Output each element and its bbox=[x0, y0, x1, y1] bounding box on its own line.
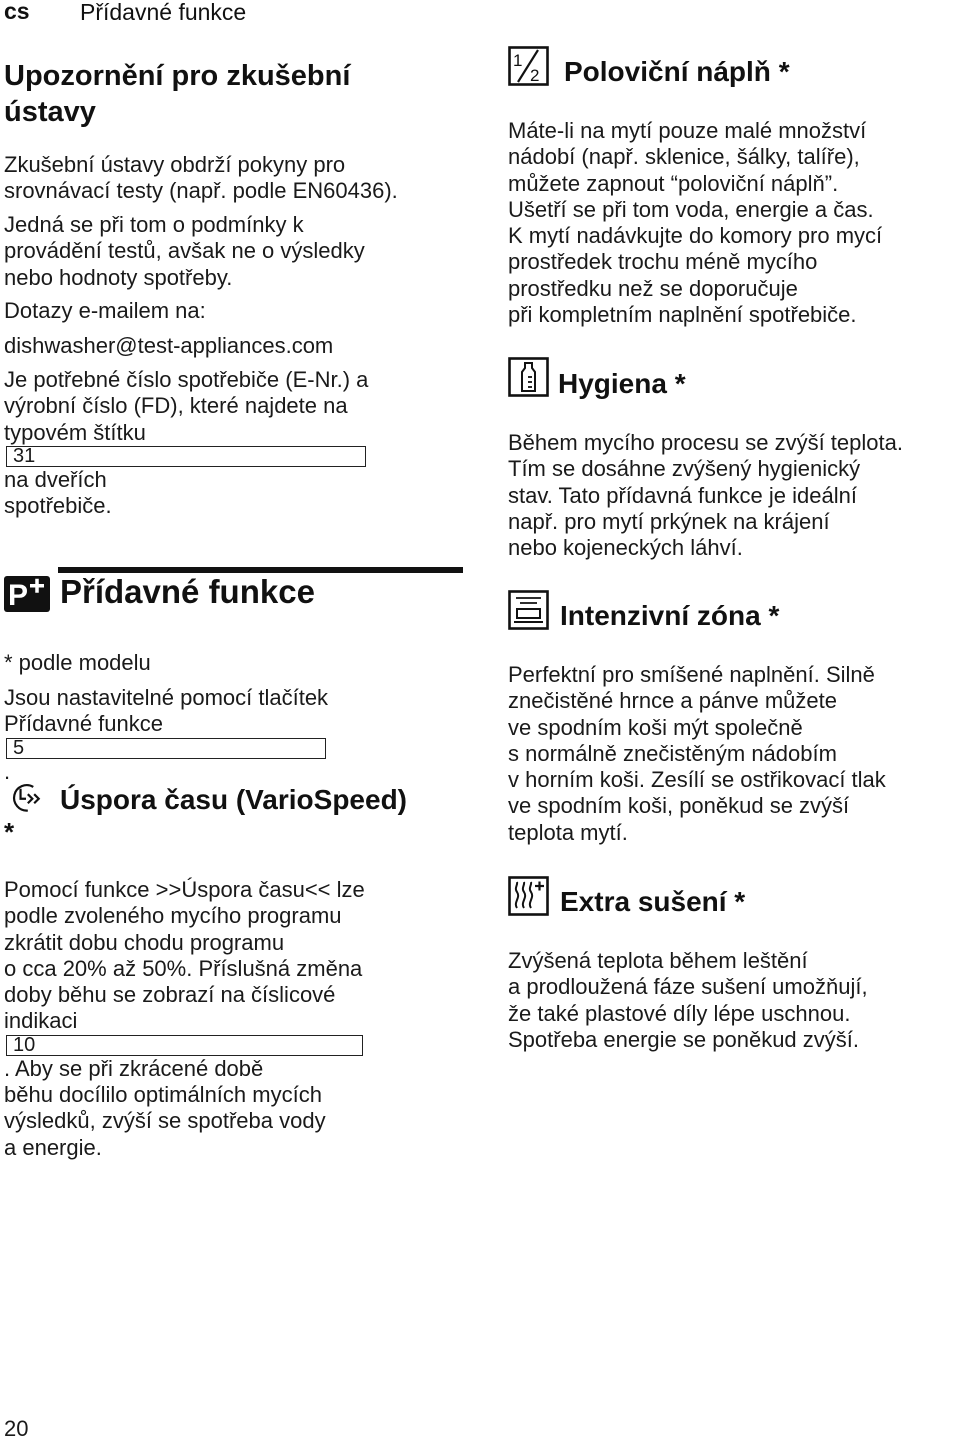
text-line: provádění testů, avšak ne o výsledky bbox=[4, 238, 365, 264]
display-ref-box: 10 bbox=[6, 1035, 363, 1056]
half-load-title: Poloviční náplň * bbox=[564, 56, 790, 87]
notice-paragraph-4 bbox=[4, 367, 368, 519]
email-address: dishwasher@test-appliances.com bbox=[4, 333, 334, 358]
text-line: prostředek trochu méně mycího bbox=[508, 249, 818, 275]
text-line: Máte-li na mytí pouze malé množství bbox=[508, 118, 867, 143]
text-line: Ušetří se při tom voda, energie a čas. bbox=[508, 196, 874, 222]
running-header-title: Přídavné funkce bbox=[80, 0, 247, 25]
text-line: Perfektní pro smíšené naplnění. Silně bbox=[508, 662, 875, 687]
intensive-zone-text bbox=[508, 662, 886, 846]
text-line: Jsou nastavitelné pomocí tlačítek bbox=[4, 685, 329, 710]
button-ref-box: 5 bbox=[6, 738, 326, 759]
text-line: výrobní číslo (FD), které najdete na bbox=[4, 393, 348, 419]
settable-note bbox=[4, 685, 328, 785]
section-title: Přídavné funkce bbox=[60, 573, 315, 610]
extra-dry-icon bbox=[508, 876, 550, 921]
svg-text:2: 2 bbox=[530, 66, 540, 85]
text-line: spotřebiče. bbox=[4, 493, 112, 519]
text-line: při kompletním naplnění spotřebiče. bbox=[508, 302, 857, 328]
variospeed-text bbox=[4, 877, 365, 1161]
text-line: běhu docílilo optimálních mycích bbox=[4, 1082, 322, 1108]
hygiene-title: Hygiena * bbox=[558, 368, 686, 399]
text-line: o cca 20% až 50%. Příslušná změna bbox=[4, 955, 363, 981]
text-fragment: . bbox=[4, 758, 11, 784]
text-line: stav. Tato přídavná funkce je ideální bbox=[508, 482, 857, 508]
notice-heading-line-2: ústavy bbox=[4, 96, 96, 128]
text-line: nebo hodnoty spotřeby. bbox=[4, 264, 233, 290]
text-line: s normálně znečistěným nádobím bbox=[508, 740, 837, 766]
text-line: že také plastové díly lépe uschnou. bbox=[508, 1000, 851, 1026]
notice-paragraph-2 bbox=[4, 212, 365, 291]
notice-paragraph-1 bbox=[4, 152, 398, 205]
text-line: Zkušební ústavy obdrží pokyny pro bbox=[4, 152, 346, 177]
text-line: výsledků, zvýší se spotřeba vody bbox=[4, 1108, 326, 1134]
text-line: Jedná se při tom o podmínky k bbox=[4, 212, 304, 237]
intensive-zone-title: Intenzivní zóna * bbox=[560, 600, 780, 631]
variospeed-star: * bbox=[4, 817, 15, 847]
text-line: ve spodním koši mýt společně bbox=[508, 714, 803, 740]
text-line bbox=[4, 1008, 365, 1082]
text-line: ve spodním koši, poněkud se zvýší bbox=[508, 793, 850, 819]
notice-heading-line-1: Upozornění pro zkušební bbox=[4, 60, 351, 92]
text-line: nebo kojeneckých láhví. bbox=[508, 535, 743, 561]
text-line bbox=[4, 711, 328, 785]
extra-dry-title: Extra sušení * bbox=[560, 886, 746, 917]
text-line: srovnávací testy (např. podle EN60436). bbox=[4, 178, 398, 204]
text-line: zkrátit dobu chodu programu bbox=[4, 929, 285, 955]
hygiene-bottle-icon bbox=[508, 357, 550, 402]
text-line: Během mycího procesu se zvýší teplota. bbox=[508, 430, 903, 455]
text-line: teplota mytí. bbox=[508, 819, 628, 845]
text-fragment: . Aby se při zkrácené době bbox=[4, 1055, 264, 1081]
text-line: Zvýšená teplota během leštění bbox=[508, 948, 808, 973]
text-line bbox=[4, 420, 368, 494]
page-number: 20 bbox=[4, 1416, 29, 1441]
model-note: * podle modelu bbox=[4, 650, 151, 675]
svg-text:1: 1 bbox=[513, 51, 523, 70]
text-fragment: typovém štítku bbox=[4, 419, 146, 445]
text-line: K mytí nadávkujte do komory pro mycí bbox=[508, 223, 883, 249]
text-line: např. pro mytí prkýnek na krájení bbox=[508, 508, 830, 534]
extra-dry-text bbox=[508, 948, 868, 1053]
text-line: a energie. bbox=[4, 1134, 102, 1160]
svg-text:P: P bbox=[8, 579, 29, 612]
text-line: prostředku než se doporučuje bbox=[508, 275, 798, 301]
clock-speed-icon bbox=[6, 776, 46, 821]
language-code: cs bbox=[4, 0, 30, 24]
text-line: v horním koši. Zesílí se ostřikovací tlak bbox=[508, 767, 886, 793]
text-fragment: na dveřích bbox=[4, 466, 107, 492]
text-line: podle zvoleného mycího programu bbox=[4, 903, 342, 929]
text-line: Je potřebné číslo spotřebiče (E-Nr.) a bbox=[4, 367, 369, 392]
notice-heading bbox=[4, 58, 434, 130]
text-line: doby běhu se zobrazí na číslicové bbox=[4, 982, 336, 1008]
half-load-icon bbox=[508, 46, 550, 91]
text-fragment: indikaci bbox=[4, 1008, 78, 1034]
intensive-zone-icon bbox=[508, 590, 550, 635]
text-fragment: Přídavné funkce bbox=[4, 711, 163, 737]
text-line: Pomocí funkce >>Úspora času<< lze bbox=[4, 877, 365, 902]
rating-plate-ref-box: 31 bbox=[6, 446, 366, 467]
variospeed-title: Úspora času (VarioSpeed) bbox=[60, 784, 408, 815]
text-line: a prodloužená fáze sušení umožňují, bbox=[508, 974, 868, 1000]
p-plus-icon bbox=[4, 576, 50, 612]
text-line: nádobí (např. sklenice, šálky, talíře), bbox=[508, 144, 860, 170]
email-prompt: Dotazy e-mailem na: bbox=[4, 298, 206, 323]
text-line: můžete zapnout “poloviční náplň”. bbox=[508, 170, 839, 196]
text-line: Spotřeba energie se poněkud zvýší. bbox=[508, 1026, 860, 1052]
text-line: Tím se dosáhne zvýšený hygienický bbox=[508, 456, 861, 482]
text-line: znečistěné hrnce a pánve můžete bbox=[508, 688, 837, 714]
half-load-text bbox=[508, 118, 882, 328]
hygiene-text bbox=[508, 430, 903, 561]
